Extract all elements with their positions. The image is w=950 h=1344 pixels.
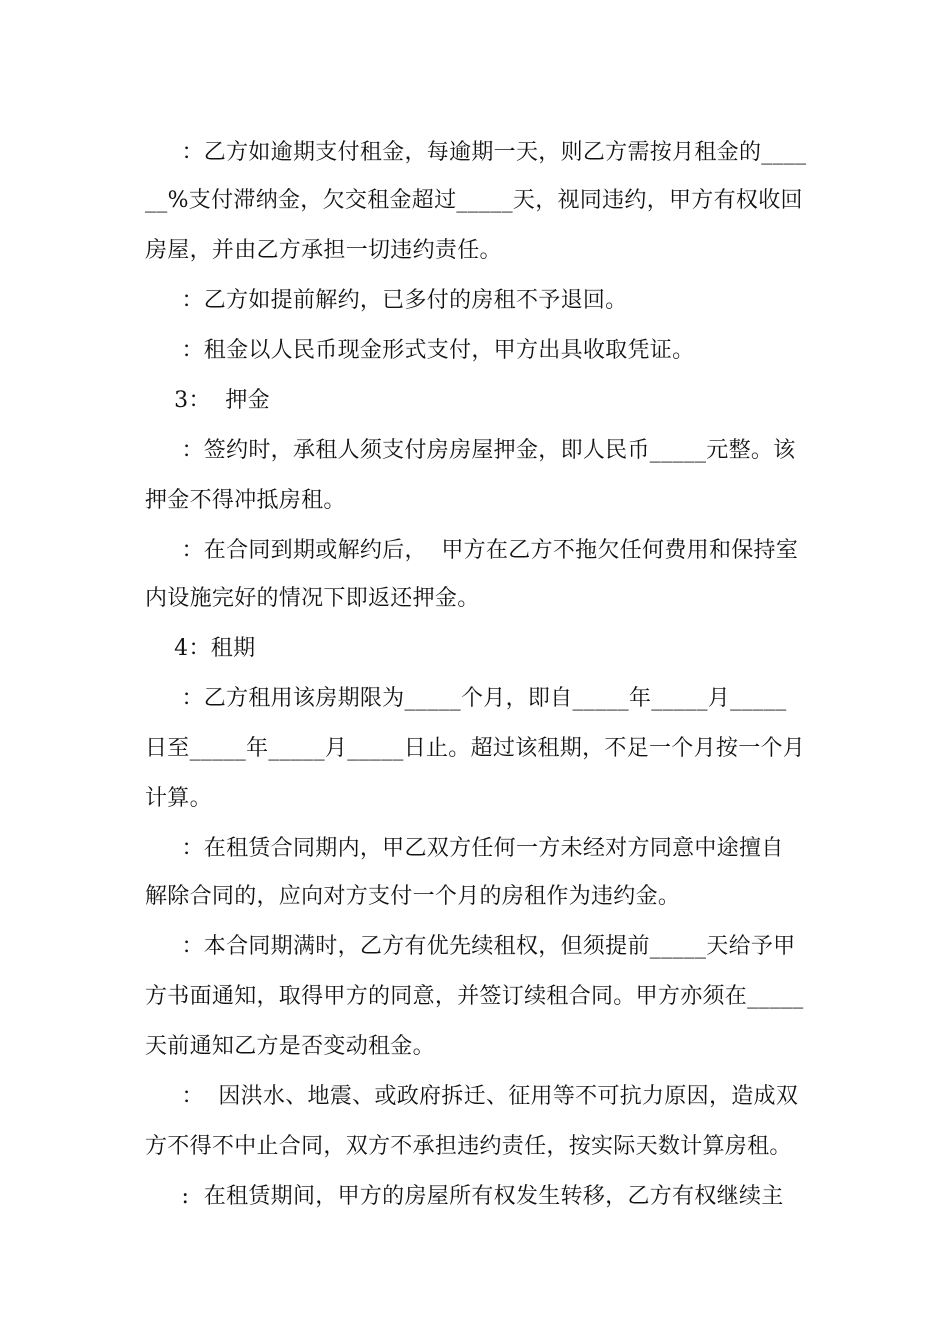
text-line: ：乙方如提前解约，已多付的房租不予退回。 [145,288,628,313]
text-line: __%支付滞纳金，欠交租金超过_____天，视同违约，甲方有权收回 [145,188,803,213]
text-line: 房屋，并由乙方承担一切违约责任。 [145,238,502,263]
text-line: ： 因洪水、地震、或政府拆迁、征用等不可抗力原因，造成双 [145,1084,799,1109]
text-line: ：乙方租用该房期限为_____个月，即自_____年_____月_____ [145,686,787,711]
text-line: ：租金以人民币现金形式支付，甲方出具收取凭证。 [145,338,695,363]
text-line: ：乙方如逾期支付租金，每逾期一天，则乙方需按月租金的____ [145,140,807,165]
text-line: : 在租赁期间，甲方的房屋所有权发生转移，乙方有权继续主 [145,1184,784,1209]
section-heading: 3： 押金 [145,388,270,413]
text-line: ：签约时，承租人须支付房房屋押金，即人民币_____元整。该 [145,438,796,463]
text-line: 天前通知乙方是否变动租金。 [145,1034,435,1059]
text-line: 日至_____年_____月_____日止。超过该租期，不足一个月按一个月 [145,736,806,761]
section-heading: 4：租期 [145,636,256,661]
text-line: 押金不得冲抵房租。 [145,488,346,513]
text-line: 内设施完好的情况下即返还押金。 [145,586,480,611]
text-line: ：在租赁合同期内，甲乙双方任何一方未经对方同意中途擅自 [145,836,784,861]
text-line: ：本合同期满时，乙方有优先续租权，但须提前_____天给予甲 [145,934,796,959]
text-line: 方不得不中止合同，双方不承担违约责任，按实际天数计算房租。 [145,1134,792,1159]
text-line: ：在合同到期或解约后， 甲方在乙方不拖欠任何费用和保持室 [145,538,799,563]
text-line: 解除合同的，应向对方支付一个月的房租作为违约金。 [145,884,681,909]
text-line: 方书面通知，取得甲方的同意，并签订续租合同。甲方亦须在_____ [145,984,804,1009]
text-line: 计算。 [145,786,212,811]
